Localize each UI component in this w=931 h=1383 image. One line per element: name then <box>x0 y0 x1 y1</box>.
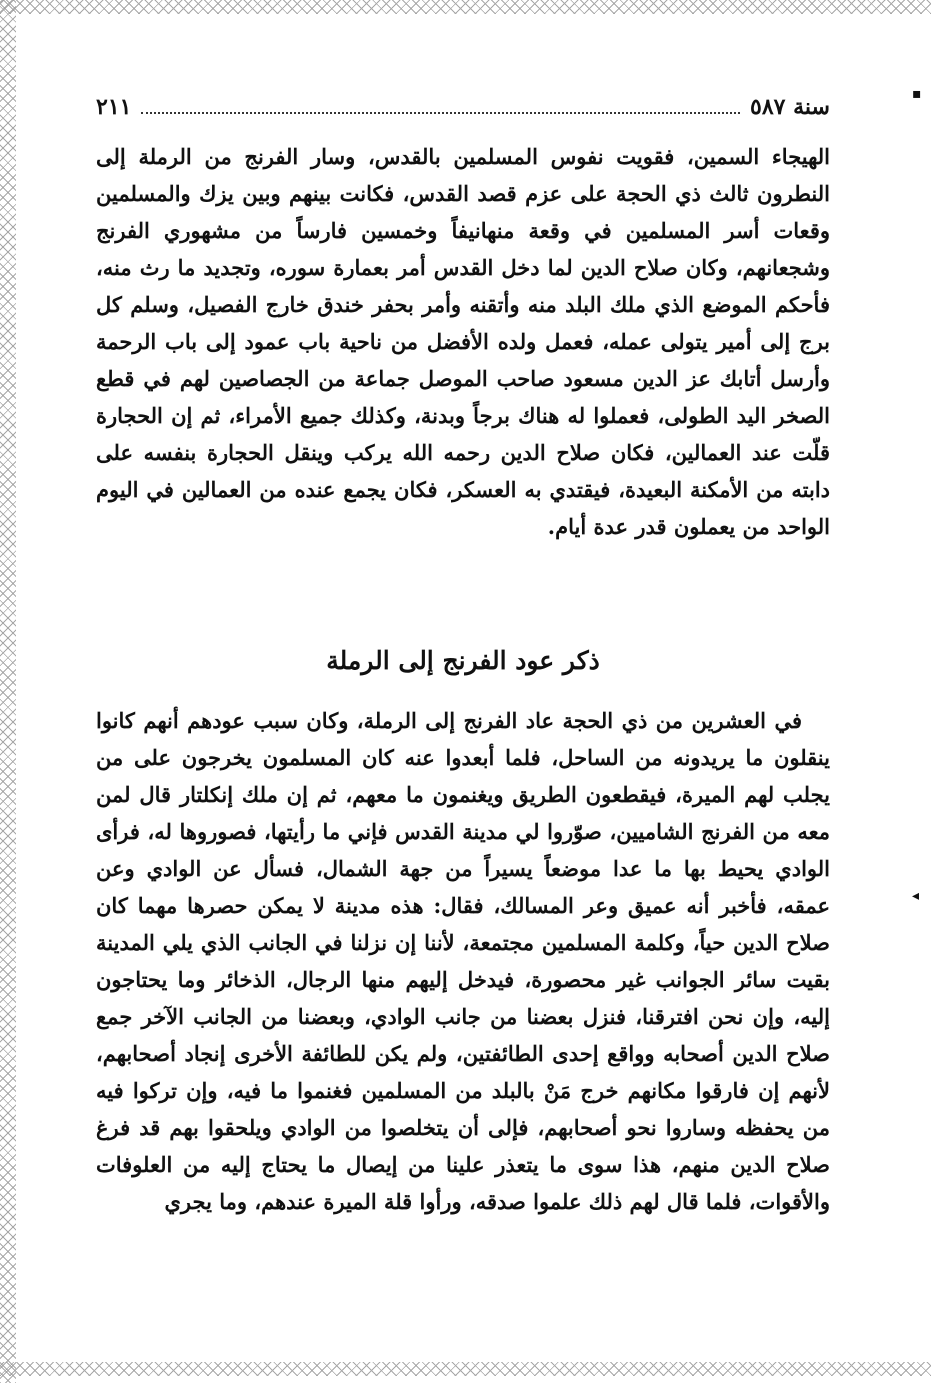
running-header <box>96 84 830 120</box>
page-number: ٢١١ <box>96 94 132 120</box>
section-heading: ذكر عود الفرنج إلى الرملة <box>326 646 600 675</box>
bottom-decorative-border <box>0 1362 931 1376</box>
header-dot-leader <box>141 111 740 114</box>
margin-dot-mark: ◂ <box>912 888 920 904</box>
paragraph-1 <box>96 138 830 545</box>
paragraph-2-text: في العشرين من ذي الحجة عاد الفرنج إلى الرملة، وكان سبب عودهم أنهم كانوا ينقلون ما يريدونه من الساحل، فلما أبعدوا عنه كان المسلمون يخرجون على من يجلب لهم الميرة، فيقطعون الطريق ويغنمون ما معهم، ثم إن ملك إنكلتار قال لمن معه من الفرنج الشاميين، صوّروا لي مدينة القدس فإني ما رأيتها، فصوروها له، فرأى الوادي يحيط بها ما عدا موضعاً يسيراً من جهة الشمال، فسأل عن الوادي وعن عمقه، فأخبر أنه عميق وعر المسالك، فقال: هذه مدينة لا يمكن حصرها مهما كان صلاح الدين حياً، وكلمة المسلمين مجتمعة، لأننا إن نزلنا في الجانب الذي يلي المدينة بقيت سائر الجوانب غير محصورة، فيدخل إليهم منها الرجال، الذخائر وما يحتاجون إليه، وإن نحن افترقنا، فنزل بعضنا من جانب الوادي، وبعضنا من الجانب الآخر جمع صلاح الدين أصحابه وواقع إحدى الطائفتين، ولم يكن للطائفة الأخرى إنجاد أصحابهم، لأنهم إن فارقوا مكانهم خرج مَنْ بالبلد من المسلمين فغنموا ما فيه، وإن تركوا فيه من يحفظه وساروا نحو أصحابهم، فإلى أن يتخلصوا من الوادي ويلحقوا بهم قد فرغ صلاح الدين منهم، هذا سوى ما يتعذر علينا من إيصال ما يحتاج إليه من العلوفات والأقوات، فلما قال لهم ذلك علموا صدقه، ورأوا قلة الميرة عندهم، وما يجري <box>96 708 830 1214</box>
paragraph-1-text: الهيجاء السمين، فقويت نفوس المسلمين بالقدس، وسار الفرنج من الرملة إلى النطرون ثالث ذي الحجة على عزم قصد القدس، فكانت بينهم وبين يزك والمسلمين وقعات أسر المسلمين في وقعة منهانيفاً وخمسين فارساً من مشهوري الفرنج وشجعانهم، وكان صلاح الدين لما دخل القدس أمر بعمارة سوره، وتجديد ما رث منه، فأحكم الموضع الذي ملك البلد منه وأتقنه وأمر بحفر خندق خارج الفصيل، وسلم كل برج إلى أمير يتولى عمله، فعمل ولده الأفضل من ناحية باب عمود إلى باب الرحمة وأرسل أتابك عز الدين مسعود صاحب الموصل جماعة من الجصاصين لهم في قطع الصخر اليد الطولى، فعملوا له هناك برجاً وبدنة، وكذلك جميع الأمراء، ثم إن الحجارة قلّت عند العمالين، فكان صلاح الدين رحمه الله يركب وينقل الحجارة بنفسه على دابته من الأمكنة البعيدة، فيقتدي به العسكر، فكان يجمع عنده من العمالين في اليوم الواحد من يعملون قدر عدة أيام. <box>96 144 830 539</box>
paragraph-2 <box>96 702 830 1220</box>
margin-dot-mark: ▪ <box>912 86 922 102</box>
top-decorative-border <box>0 0 931 14</box>
header-year: سنة ٥٨٧ <box>750 94 830 120</box>
left-decorative-border <box>0 0 16 1383</box>
